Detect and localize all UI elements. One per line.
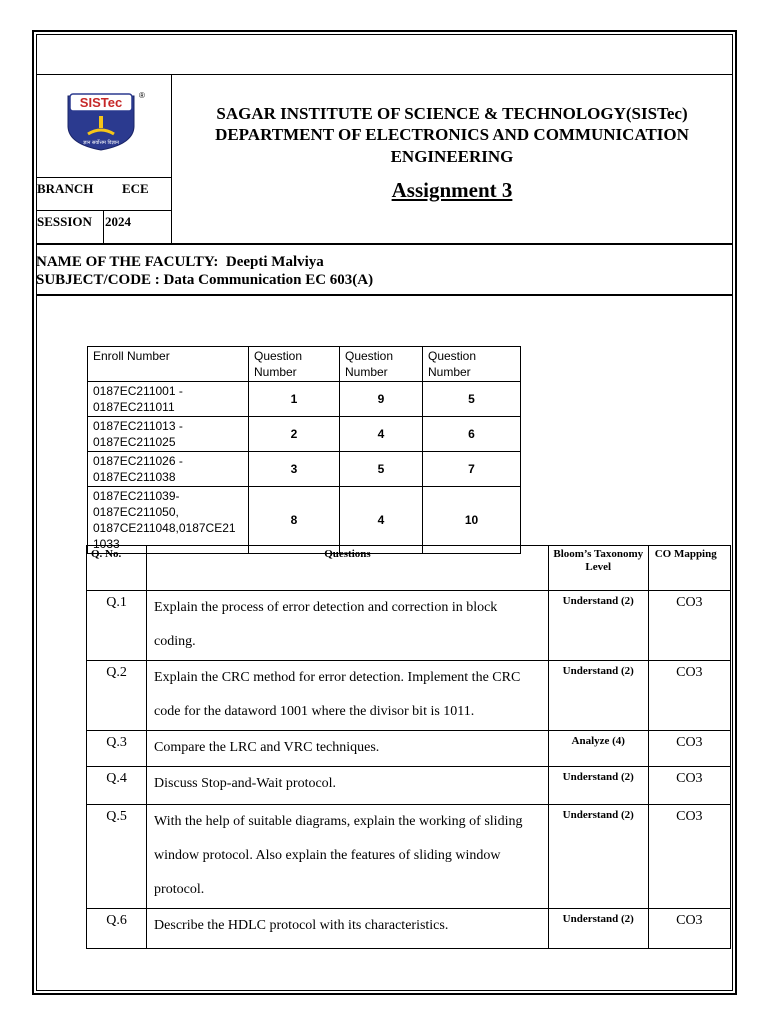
question-text: Compare the LRC and VRC techniques. xyxy=(147,731,549,767)
subject-line xyxy=(36,271,373,289)
question-number: Q.3 xyxy=(87,731,147,767)
blooms-level: Understand (2) xyxy=(548,591,648,661)
table-row xyxy=(87,805,731,909)
header-question-3: Question Number xyxy=(423,347,521,382)
table-row xyxy=(88,382,521,417)
question-number: Q.6 xyxy=(87,909,147,949)
header-questions: Questions xyxy=(147,546,549,591)
table-row xyxy=(87,731,731,767)
question-cell: 5 xyxy=(340,452,423,487)
question-cell: 6 xyxy=(423,417,521,452)
assignment-title: Assignment 3 xyxy=(391,178,513,202)
table-row xyxy=(88,417,521,452)
table-row xyxy=(87,591,731,661)
subject-label: SUBJECT/CODE : xyxy=(36,272,160,288)
branch-label: BRANCH xyxy=(37,181,94,196)
question-text: Describe the HDLC protocol with its characteristics. xyxy=(147,909,549,949)
blooms-level: Understand (2) xyxy=(548,767,648,805)
question-cell: 4 xyxy=(340,487,423,554)
question-cell: 10 xyxy=(423,487,521,554)
blooms-level: Understand (2) xyxy=(548,661,648,731)
question-cell: 2 xyxy=(249,417,340,452)
question-cell: 8 xyxy=(249,487,340,554)
logo-tagline: ज्ञान सर्वोत्तम विज्ञान xyxy=(83,140,119,146)
faculty-name: Deepti Malviya xyxy=(225,254,324,270)
faculty-line xyxy=(36,253,324,271)
question-text: Discuss Stop-and-Wait protocol. xyxy=(147,767,549,805)
header-blooms: Bloom’s Taxonomy Level xyxy=(548,546,648,591)
session-label: SESSION xyxy=(37,214,92,229)
blooms-level: Understand (2) xyxy=(548,805,648,909)
co-mapping: CO3 xyxy=(648,805,730,909)
table-row xyxy=(87,767,731,805)
co-mapping: CO3 xyxy=(648,731,730,767)
question-number: Q.2 xyxy=(87,661,147,731)
subject-value: Data Communication EC 603(A) xyxy=(163,272,374,288)
svg-text:®: ® xyxy=(139,91,145,100)
enroll-cell: 0187EC211013 - 0187EC211025 xyxy=(88,417,249,452)
table-row xyxy=(87,661,731,731)
header-bottom-rule xyxy=(36,243,733,245)
co-mapping: CO3 xyxy=(648,661,730,731)
session-divider xyxy=(103,210,104,244)
enrollment-question-table xyxy=(87,346,521,554)
table-row xyxy=(87,909,731,949)
co-mapping: CO3 xyxy=(648,591,730,661)
question-text: Explain the process of error detection and correction in block coding. xyxy=(147,591,549,661)
questions-table xyxy=(86,545,731,949)
sistec-logo xyxy=(64,90,146,152)
institute-name: SAGAR INSTITUTE OF SCIENCE & TECHNOLOGY(SISTec) xyxy=(216,104,688,123)
header-question-2: Question Number xyxy=(340,347,423,382)
blooms-level: Understand (2) xyxy=(548,909,648,949)
branch-top-rule xyxy=(36,177,171,178)
faculty-label: NAME OF THE FACULTY: xyxy=(36,254,219,270)
faculty-bottom-rule xyxy=(36,294,733,296)
question-text: Explain the CRC method for error detection. Implement the CRC code for the dataword 1001 where the divisor bit is 1011. xyxy=(147,661,549,731)
department-line-2: ENGINEERING xyxy=(390,147,514,166)
question-number: Q.4 xyxy=(87,767,147,805)
table-row xyxy=(88,487,521,554)
blooms-level: Analyze (4) xyxy=(548,731,648,767)
header-top-rule xyxy=(36,74,733,75)
questions-header-row xyxy=(87,546,731,591)
header-question-1: Question Number xyxy=(249,347,340,382)
enroll-cell: 0187EC211039- 0187EC211050, 0187CE211048,0187CE21 1033 xyxy=(88,487,249,554)
question-cell: 3 xyxy=(249,452,340,487)
table-row xyxy=(88,452,521,487)
logo-text: SISTec xyxy=(79,95,123,110)
header-co: CO Mapping xyxy=(648,546,730,591)
session-value: 2024 xyxy=(105,214,131,229)
question-number: Q.5 xyxy=(87,805,147,909)
branch-value: ECE xyxy=(122,181,149,196)
question-cell: 5 xyxy=(423,382,521,417)
question-text: With the help of suitable diagrams, explain the working of sliding window protocol. Also explain the features of sliding window protocol. xyxy=(147,805,549,909)
header-qno: Q. No. xyxy=(87,546,147,591)
header-enroll: Enroll Number xyxy=(88,347,249,382)
department-line-1: DEPARTMENT OF ELECTRONICS AND COMMUNICATION xyxy=(215,125,689,144)
question-cell: 4 xyxy=(340,417,423,452)
question-cell: 1 xyxy=(249,382,340,417)
co-mapping: CO3 xyxy=(648,909,730,949)
co-mapping: CO3 xyxy=(648,767,730,805)
enroll-cell: 0187EC211001 - 0187EC211011 xyxy=(88,382,249,417)
enroll-cell: 0187EC211026 - 0187EC211038 xyxy=(88,452,249,487)
table-header-row xyxy=(88,347,521,382)
question-cell: 7 xyxy=(423,452,521,487)
question-cell: 9 xyxy=(340,382,423,417)
question-number: Q.1 xyxy=(87,591,147,661)
